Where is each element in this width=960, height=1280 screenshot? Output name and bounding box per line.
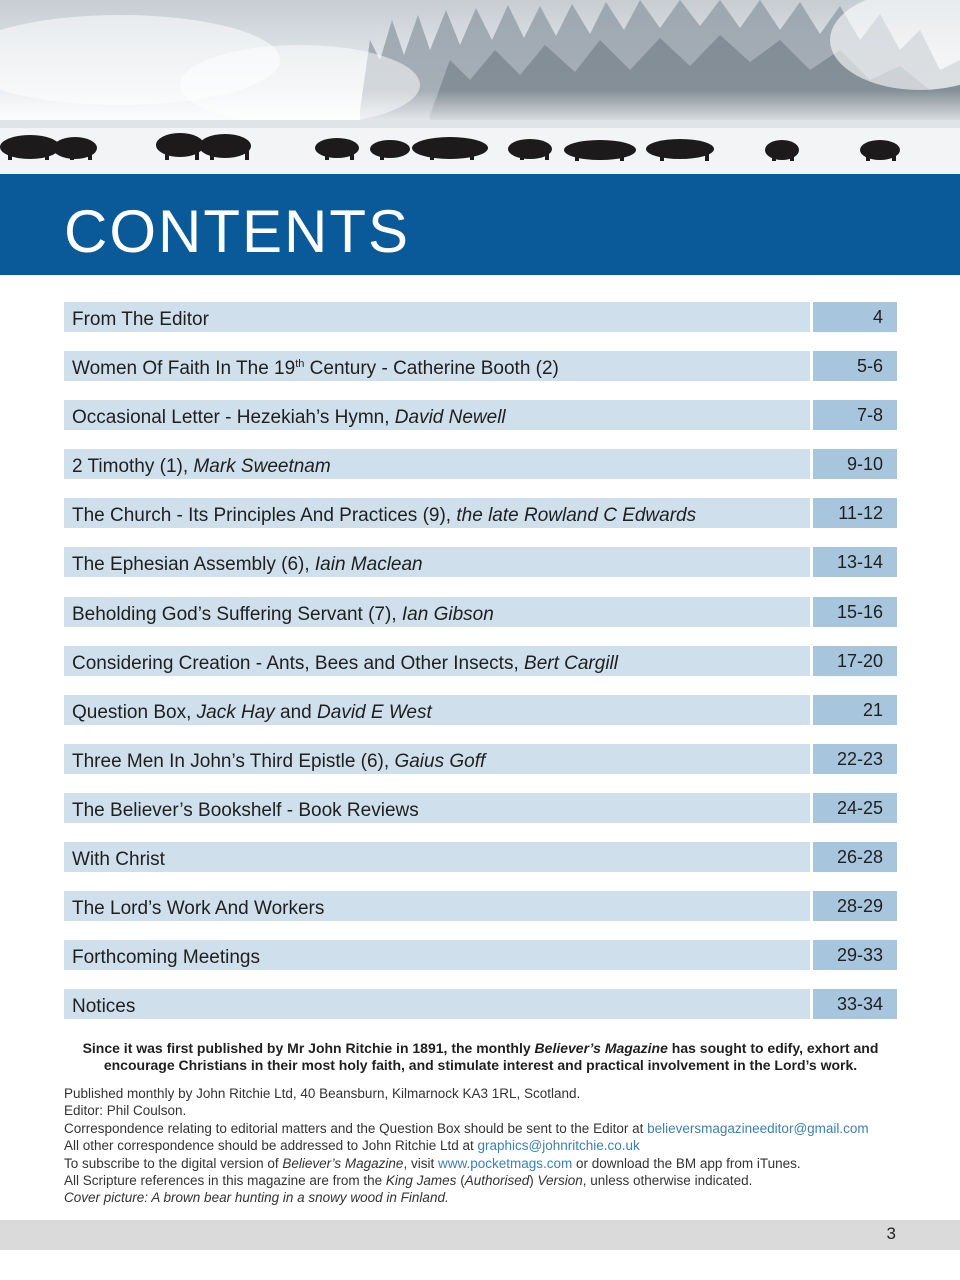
page-footer [0, 1220, 960, 1250]
toc-author: David Newell [394, 407, 506, 429]
toc-row[interactable] [64, 449, 897, 479]
toc-row[interactable] [64, 498, 897, 528]
toc-author: the late Rowland C Edwards [456, 505, 697, 527]
toc-pages: 5-6 [813, 351, 897, 381]
toc-pages: 15-16 [813, 597, 897, 627]
page-number: 3 [886, 1224, 896, 1243]
toc-row[interactable] [64, 940, 897, 970]
toc-pages: 22-23 [813, 744, 897, 774]
toc-title: Women Of Faith In The 19th Century - Catherine Booth (2) [64, 351, 810, 381]
scripture-line: All Scripture references in this magazine are from the King James (Authorised) Version, unless otherwise indicated. [64, 1173, 753, 1189]
toc-title: The Believer’s Bookshelf - Book Reviews [64, 793, 810, 823]
toc-author: Iain Maclean [314, 554, 423, 576]
toc-pages: 33-34 [813, 989, 897, 1019]
toc-row[interactable] [64, 695, 897, 725]
toc-row[interactable] [64, 891, 897, 921]
toc-row[interactable] [64, 646, 897, 676]
toc-row[interactable] [64, 400, 897, 430]
toc-row[interactable] [64, 547, 897, 577]
page-title: CONTENTS [64, 198, 410, 265]
toc-pages: 17-20 [813, 646, 897, 676]
toc-row[interactable] [64, 351, 897, 381]
toc-title: With Christ [64, 842, 810, 872]
toc-pages: 21 [813, 695, 897, 725]
toc-pages: 11-12 [813, 498, 897, 528]
toc-row[interactable] [64, 842, 897, 872]
toc-row[interactable] [64, 744, 897, 774]
toc-pages: 13-14 [813, 547, 897, 577]
cover-caption: Cover picture: A brown bear hunting in a snowy wood in Finland. [64, 1190, 449, 1206]
bison-landscape-image [0, 0, 960, 174]
toc-row[interactable] [64, 793, 897, 823]
pocketmags-link[interactable]: www.pocketmags.com [437, 1155, 573, 1171]
toc-row[interactable] [64, 989, 897, 1019]
correspondence-line: Correspondence relating to editorial matters and the Question Box should be sent to the Editor at believersmagazineeditor@gmail.com [64, 1120, 869, 1136]
toc-author: David E West [317, 701, 432, 723]
toc-author: Gaius Goff [394, 750, 486, 772]
toc-pages: 29-33 [813, 940, 897, 970]
graphics-email-link[interactable]: graphics@johnritchie.co.uk [477, 1138, 640, 1154]
toc-row[interactable] [64, 302, 897, 332]
toc-title: Considering Creation - Ants, Bees and Other Insects, Bert Cargill [64, 646, 810, 676]
toc-author: Bert Cargill [524, 652, 618, 674]
toc-title: Three Men In John’s Third Epistle (6), Gaius Goff [64, 744, 810, 774]
toc-pages: 24-25 [813, 793, 897, 823]
header-photo [0, 0, 960, 174]
toc-pages: 9-10 [813, 449, 897, 479]
toc-title: The Ephesian Assembly (6), Iain Maclean [64, 547, 810, 577]
toc-title: The Church - Its Principles And Practices (9), the late Rowland C Edwards [64, 498, 810, 528]
toc-author: Mark Sweetnam [193, 456, 331, 478]
other-correspondence-line: All other correspondence should be addressed to John Ritchie Ltd at graphics@johnritchie.co.uk [64, 1138, 640, 1154]
table-of-contents [64, 302, 897, 1038]
toc-author: Ian Gibson [401, 603, 494, 625]
toc-title: Occasional Letter - Hezekiah’s Hymn, David Newell [64, 400, 810, 430]
toc-row[interactable] [64, 597, 897, 627]
toc-author: Jack Hay [196, 701, 275, 723]
toc-pages: 7-8 [813, 400, 897, 430]
toc-title: 2 Timothy (1), Mark Sweetnam [64, 449, 810, 479]
publisher-line: Published monthly by John Ritchie Ltd, 40 Beansburn, Kilmarnock KA3 1RL, Scotland. [64, 1086, 581, 1101]
toc-title: The Lord’s Work And Workers [64, 891, 810, 921]
toc-pages: 4 [813, 302, 897, 332]
magazine-blurb: Since it was first published by Mr John Ritchie in 1891, the monthly Believer’s Magazine has sought to edify, exhort and encourage Christians in their most holy faith, and stimulate interest and practical involvement in the Lord’s work. [82, 1040, 879, 1073]
toc-title: Beholding God’s Suffering Servant (7), Ian Gibson [64, 597, 810, 627]
imprint [64, 1085, 924, 1207]
editor-email-link[interactable]: believersmagazineeditor@gmail.com [647, 1120, 869, 1136]
toc-title: Question Box, Jack Hay and David E West [64, 695, 810, 725]
toc-pages: 28-29 [813, 891, 897, 921]
contents-header-band [0, 174, 960, 275]
subscribe-line: To subscribe to the digital version of Believer’s Magazine, visit www.pocketmags.com or download the BM app from iTunes. [64, 1155, 801, 1171]
toc-title: From The Editor [64, 302, 810, 332]
toc-title: Notices [64, 989, 810, 1019]
toc-pages: 26-28 [813, 842, 897, 872]
editor-line: Editor: Phil Coulson. [64, 1103, 187, 1119]
toc-title: Forthcoming Meetings [64, 940, 810, 970]
